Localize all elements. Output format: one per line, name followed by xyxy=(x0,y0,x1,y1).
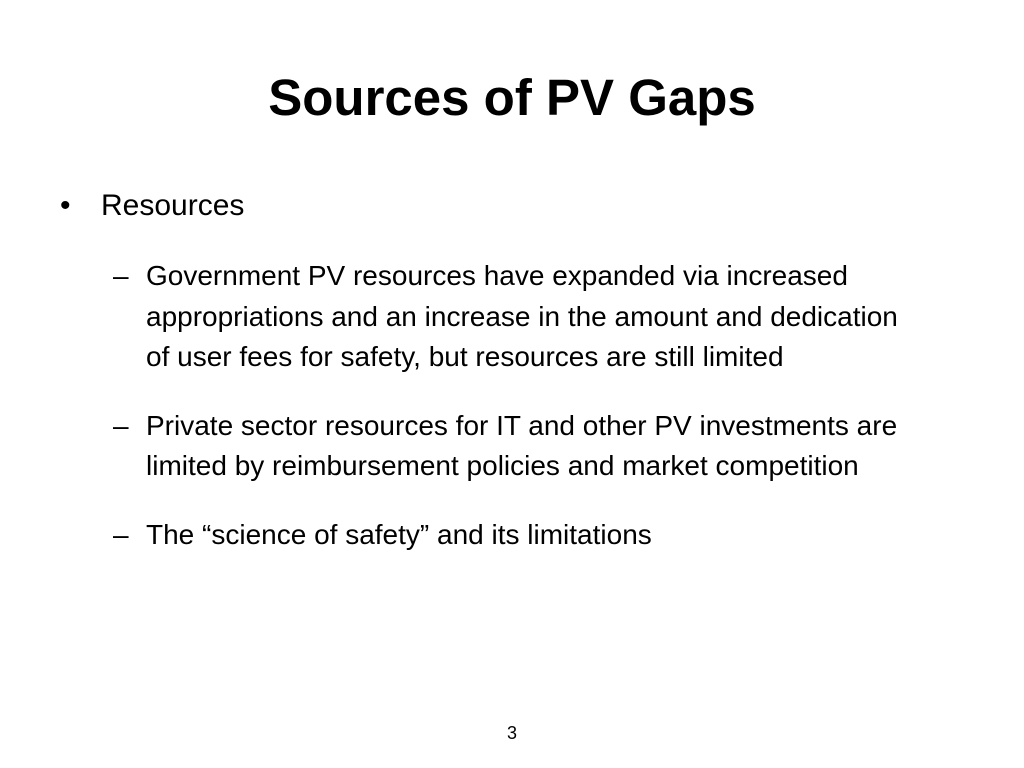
sub-bullet-text: Government PV resources have expanded via increased appropriations and an increase in the amount and dedication of user fees for safety, but resources are still limited xyxy=(146,260,898,372)
sub-bullet-text: Private sector resources for IT and other PV investments are limited by reimbursement policies and market competition xyxy=(146,409,898,481)
dash-icon: – xyxy=(113,260,129,291)
sub-bullet-item xyxy=(113,406,913,487)
sub-bullet-item xyxy=(113,515,913,556)
bullet-label: Resources xyxy=(101,189,245,222)
page-number: 3 xyxy=(506,723,517,743)
slide-title: Sources of PV Gaps xyxy=(268,69,756,126)
bullet-item-resources xyxy=(60,186,244,226)
sub-bullet-list xyxy=(113,256,913,583)
bullet-icon: • xyxy=(60,189,71,222)
sub-bullet-text: The “science of safety” and its limitations xyxy=(146,518,652,550)
sub-bullet-item xyxy=(113,256,913,378)
dash-icon: – xyxy=(113,409,129,441)
dash-icon: – xyxy=(113,518,129,550)
